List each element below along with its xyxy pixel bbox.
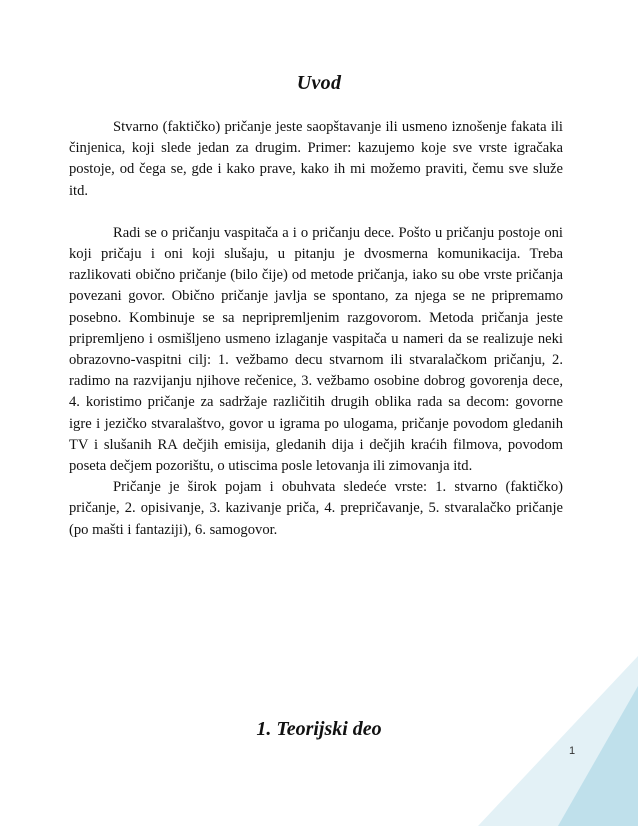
corner-decoration [458, 656, 638, 826]
page-title: Uvod [296, 72, 342, 94]
body-text [69, 117, 563, 541]
page-number: 1 [569, 745, 576, 757]
paragraph-3: Pričanje je širok pojam i obuhvata sledeće vrste: 1. stvarno (faktičko) pričanje, 2. opisivanje, 3. kazivanje priča, 4. prepričavanje, 5. stvaralačko pričanje (po mašti i fantaziji), 6. samogovor. [69, 479, 563, 538]
paragraph-1: Stvarno (faktičko) pričanje jeste saopštavanje ili usmeno iznošenje fakata ili činjenica, koji slede jedan za drugim. Primer: kazujemo koje sve vrste igračaka postoje, od čega se, gde i kako prave, kako ih mi možemo praviti, čemu sve služe itd. [69, 119, 563, 199]
paragraph-2: Radi se o pričanju vaspitača a i o pričanju dece. Pošto u pričanju postoje oni koji pričaju i oni koji slušaju, u pitanju je dvosmerna komunikacija. Treba razlikovati obično pričanje (bilo čije) od metode pričanja, iako su obe vrste pričanja povezani govor. Obično pričanje javlja se spontano, za njega se ne pripremamo posebno. Kombinuje se sa nepripremljenim razgovorom. Metoda pričanja jeste pripremljeno i osmišljeno usmeno izlaganje vaspitača u nameri da se realizuje neki obrazovno-vaspitni cilj: 1. vežbamo decu stvarnom ili stvaralačkom pričanju, 2. radimo na razvijanju njihove rečenice, 3. vežbamo osobine dobrog govorenja dece, 4. koristimo pričanje za sadržaje različitih drugih oblika rada sa decom: govorne igre i jezičko stvaralaštvo, govor u igrama po ulogama, pričanje povodom gledanih TV i slušanih RA dečjih emisija, gledanih dija i dečjih kraćih filmova, povodom poseta dečjem pozorištu, o utiscima posle letovanja ili zimovanja itd. [69, 224, 563, 475]
section-heading: 1. Teorijski deo [256, 718, 382, 740]
